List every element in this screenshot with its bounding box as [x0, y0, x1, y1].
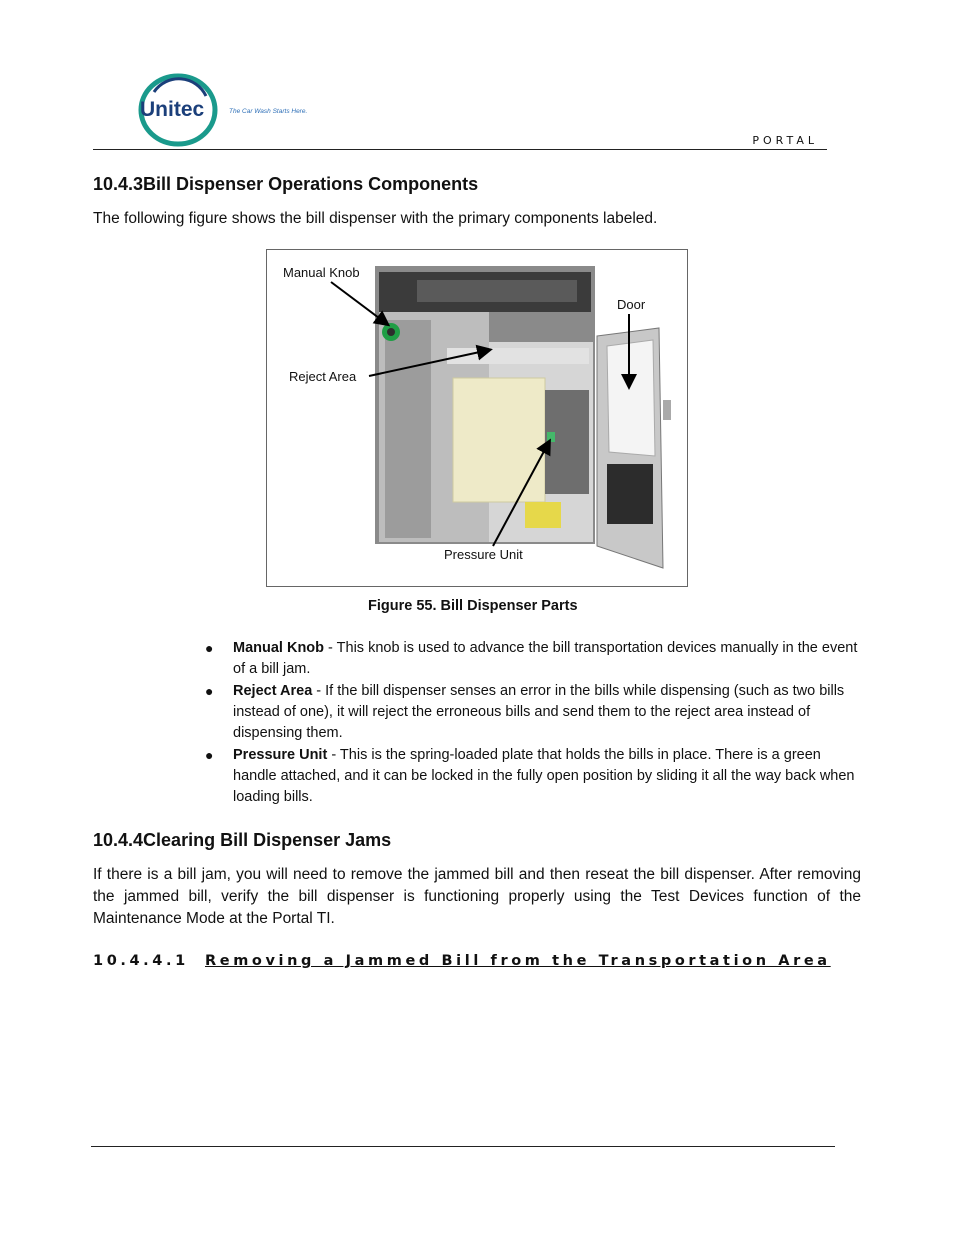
section-body-jams: If there is a bill jam, you will need to remove the jammed bill and then reseat the bill dispenser. After removing the jammed bill, verify the bill dispenser is functioning properly using the Test Devices function of the Maintenance Mode at the Portal TI. — [93, 866, 861, 927]
label-pressure-unit: Pressure Unit — [444, 547, 523, 562]
header-rule — [93, 149, 827, 150]
bullet-icon: ● — [205, 683, 214, 699]
component-list — [205, 638, 865, 809]
list-item — [205, 638, 865, 680]
header-section-label: PORTAL — [752, 134, 818, 147]
list-item — [205, 745, 865, 808]
section-intro: The following figure shows the bill dispenser with the primary components labeled. — [93, 210, 658, 227]
section-heading-jams: 10.4.4Clearing Bill Dispenser Jams — [93, 830, 392, 850]
bullet-icon: ● — [205, 640, 214, 656]
figure-caption: Figure 55. Bill Dispenser Parts — [368, 598, 578, 614]
bullet-term: Reject Area — [233, 683, 313, 699]
footer-rule — [91, 1146, 835, 1147]
subsection-number: 10.4.4.1 — [93, 953, 189, 969]
label-door: Door — [617, 297, 646, 312]
bullet-icon: ● — [205, 747, 214, 763]
unitec-logo-mark — [136, 72, 336, 148]
list-item — [205, 681, 865, 744]
label-manual-knob: Manual Knob — [283, 265, 360, 280]
unitec-logo — [136, 72, 336, 148]
bill-dispenser-photo — [267, 250, 687, 586]
logo-tagline: The Car Wash Starts Here. — [229, 108, 308, 115]
subsection-heading — [93, 953, 831, 969]
bullet-term: Pressure Unit — [233, 747, 328, 763]
logo-wordmark: Unitec — [140, 98, 205, 121]
bullet-term: Manual Knob — [233, 640, 325, 656]
bullet-text: - If the bill dispenser senses an error in the bills while dispensing (such as two bills instead of one), it will reject the erroneous bills and send them to the reject area instead of dispensing them. — [233, 683, 845, 741]
label-reject-area: Reject Area — [289, 369, 357, 384]
bullet-text: - This is the spring-loaded plate that holds the bills in place. There is a green handle attached, and it can be locked in the fully open position by sliding it all the way back when loading bills. — [233, 747, 855, 805]
bullet-text: - This knob is used to advance the bill transportation devices manually in the event of a bill jam. — [233, 640, 858, 677]
section-heading-components: 10.4.3Bill Dispenser Operations Components — [93, 174, 479, 194]
bill-dispenser-figure — [266, 249, 688, 587]
subsection-title: Removing a Jammed Bill from the Transportation Area — [205, 953, 831, 969]
